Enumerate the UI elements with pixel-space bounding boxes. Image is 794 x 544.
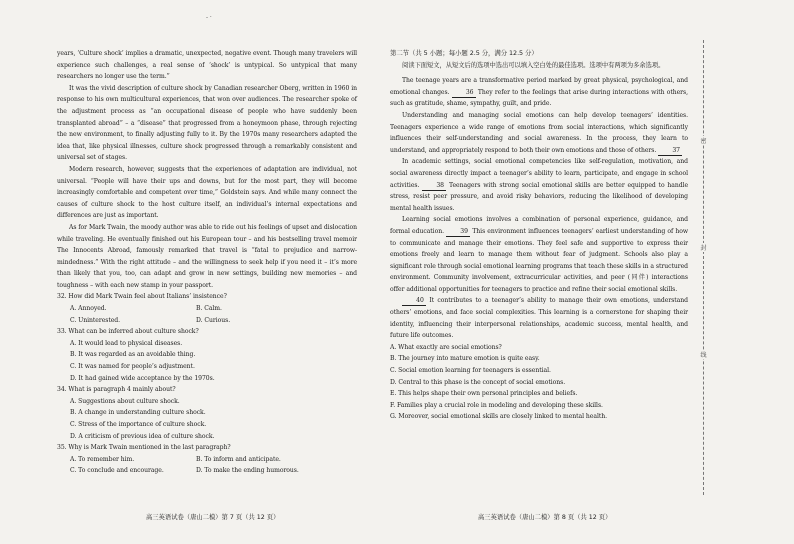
answer-options xyxy=(57,303,357,326)
sealing-glyph: 封 xyxy=(700,245,707,252)
answer-option: C. Stress of the importance of culture shock. xyxy=(70,421,207,428)
choice-option: C. Social emotion learning for teenagers is essential. xyxy=(390,367,551,375)
question-32 xyxy=(57,291,357,326)
answer-option: B. Calm. xyxy=(196,305,222,313)
answer-options xyxy=(57,454,357,477)
section-instruction: 阅读下面短文，从短文后的选项中选出可以填入空白处的最佳选项。选项中有两项为多余选项。 xyxy=(402,61,665,69)
answer-option: C. Uninterested. xyxy=(70,316,121,324)
sealing-line xyxy=(703,40,704,495)
passage-paragraph: Modern research, however, suggests that the experiences of adaptation are individual, not universal. “People will have their ups and downs, but for the most part, they will become increasingly comfortable and competent over time,” Goldstein says. And while many connect the causes of culture shock to the host culture itself, an individual’s internal expectations and differences are just as important. xyxy=(57,165,357,220)
question-stem: 33. What can be inferred about culture shock? xyxy=(57,328,199,336)
choice-option: F. Families play a crucial role in modeling and developing these skills. xyxy=(390,401,603,409)
question-stem: 32. How did Mark Twain feel about Italians’ insistence? xyxy=(57,293,227,301)
passage-text: Teenagers with strong social emotional skills are better equipped to handle stress, resist peer pressure, and avoid risky behaviors, reducing the likelihood of developing mental health issues. xyxy=(390,181,688,212)
answer-option: D. A criticism of previous idea of culture shock. xyxy=(70,432,215,440)
passage-paragraph xyxy=(390,75,688,110)
answer-option: A. Suggestions about culture shock. xyxy=(70,397,180,405)
passage-text: Learning social emotions involves a combination of personal experience, guidance, and formal education. xyxy=(390,216,688,235)
section-title: 第二节（共 5 小题；每小题 2.5 分，满分 12.5 分） xyxy=(390,49,538,57)
choice-option: E. This helps shape their own personal principles and beliefs. xyxy=(390,390,578,398)
answer-options xyxy=(57,338,357,384)
passage-text: The teenage years are a transformative period marked by great physical, psychological, and emotional changes. xyxy=(390,77,688,96)
choice-list xyxy=(390,342,688,423)
question-stem: 34. What is paragraph 4 mainly about? xyxy=(57,386,176,394)
sealing-glyph: 密 xyxy=(700,138,707,145)
answer-option: D. It had gained wide acceptance by the 1970s. xyxy=(70,374,215,382)
answer-option: A. It would lead to physical diseases. xyxy=(70,339,183,347)
choice-option: A. What exactly are social emotions? xyxy=(390,343,502,351)
page-8-footer: 高三英语试卷（唐山二模）第 8 页（共 12 页） xyxy=(478,514,612,521)
page-7-footer: 高三英语试卷（唐山二模）第 7 页（共 12 页） xyxy=(146,514,280,521)
passage-paragraph xyxy=(390,295,688,341)
answer-option: C. It was named for people’s adjustment. xyxy=(70,363,195,371)
answer-option: B. It was regarded as an avoidable thing. xyxy=(70,351,196,359)
passage-text: They refer to the feelings that arise during interactions with others, such as gratitude, shame, sympathy, guilt, and pride. xyxy=(390,88,688,108)
blank-40: 40 xyxy=(402,297,426,306)
page-7-column xyxy=(57,48,357,477)
top-mark: - · xyxy=(206,14,212,21)
question-35 xyxy=(57,442,357,477)
answer-option: C. To conclude and encourage. xyxy=(70,467,164,475)
question-34 xyxy=(57,384,357,442)
answer-option: D. To make the ending humorous. xyxy=(196,467,299,475)
sealing-glyph: 线 xyxy=(700,352,707,359)
page-8-column xyxy=(390,48,688,423)
passage-paragraph: It was the vivid description of culture shock by Canadian researcher Oberg, written in 1960 in response to his own multicultural experiences, that won over audiences. The researcher spoke of the adjustment process as “an occupational disease of people who have suddenly been transplanted abroad” – a “disease” that progressed from a honeymoon phase, through rejecting the new environment, to finally adjusting fully to it. By the 1970s many researchers adapted the idea that, like physical illnesses, culture shock progressed through a remarkably consistent and universal set of stages. xyxy=(57,84,357,162)
choice-option: G. Moreover, social emotional skills are closely linked to mental health. xyxy=(390,413,608,421)
passage-paragraph xyxy=(390,214,688,295)
passage-text: Understanding and managing social emotions can help develop teenagers’ identities. Teenagers experience a wide range of emotions from social interactions, which significantly influences their self-understanding and social awareness. In the process, they learn to understand, and appropriately respond to both their own emotions and those of others. xyxy=(390,111,688,154)
answer-option: D. Curious. xyxy=(196,316,231,324)
answer-option: A. Annoyed. xyxy=(70,305,107,313)
answer-option: B. A change in understanding culture shock. xyxy=(70,409,206,417)
blank-39: 39 xyxy=(446,228,470,237)
choice-option: D. Central to this phase is the concept of social emotions. xyxy=(390,378,566,386)
answer-option: A. To remember him. xyxy=(70,455,135,463)
passage-paragraph: years, ‘Culture shock’ implies a dramatic, unexpected, negative event. Though many travelers will experience such challenges, a real sense of ‘shock’ is untypical. So untypical that many researchers no longer use the term.” xyxy=(57,50,357,81)
passage-text: It contributes to a teenager’s ability to manage their own emotions, understand others’ emotions, and face social complexities. This learning is a cornerstone for shaping their identity, influencing their interpersonal relationships, academic success, mental health, and future life outcomes. xyxy=(390,297,688,340)
blank-37: 37 xyxy=(658,147,682,156)
blank-36: 36 xyxy=(452,89,476,98)
passage-text: This environment influences teenagers’ earliest understanding of how to communicate and manage their emotions. They feel safe and supportive to express their emotions freely and learn to manage them without fear of judgment. Schools also play a significant role through social emotional learning programs that teach these skills in a structured environment. Community involvement, extracurricular activities, and peer (同伴) interactions offer additional opportunities for teenagers to practice and refine their social emotional skills. xyxy=(390,227,688,293)
answer-options xyxy=(57,396,357,442)
choice-option: B. The journey into mature emotion is quite easy. xyxy=(390,355,540,363)
question-stem: 35. Why is Mark Twain mentioned in the last paragraph? xyxy=(57,444,231,452)
passage-paragraph: As for Mark Twain, the moody author was able to ride out his feelings of upset and dislocation while traveling. He eventually finished out his European tour – and his bestselling travel memoir The Innocents Abroad, famously remarked that travel is “fatal to prejudice and narrow-mindedness.” With the right attitude – and the willingness to seek help if you need it – it’s more than likely that you, too, can adapt and grow in new settings, building new memories – and toughness – with each new stamp in your passport. xyxy=(57,223,357,289)
passage-paragraph xyxy=(390,110,688,156)
passage-text: In academic settings, social emotional competencies like self-regulation, motivation, and social awareness directly impact a teenager’s ability to learn, participate, and engage in school activities. xyxy=(390,158,688,189)
question-33 xyxy=(57,326,357,384)
blank-38: 38 xyxy=(422,182,446,191)
answer-option: B. To inform and anticipate. xyxy=(196,455,281,463)
passage-paragraph xyxy=(390,156,688,214)
